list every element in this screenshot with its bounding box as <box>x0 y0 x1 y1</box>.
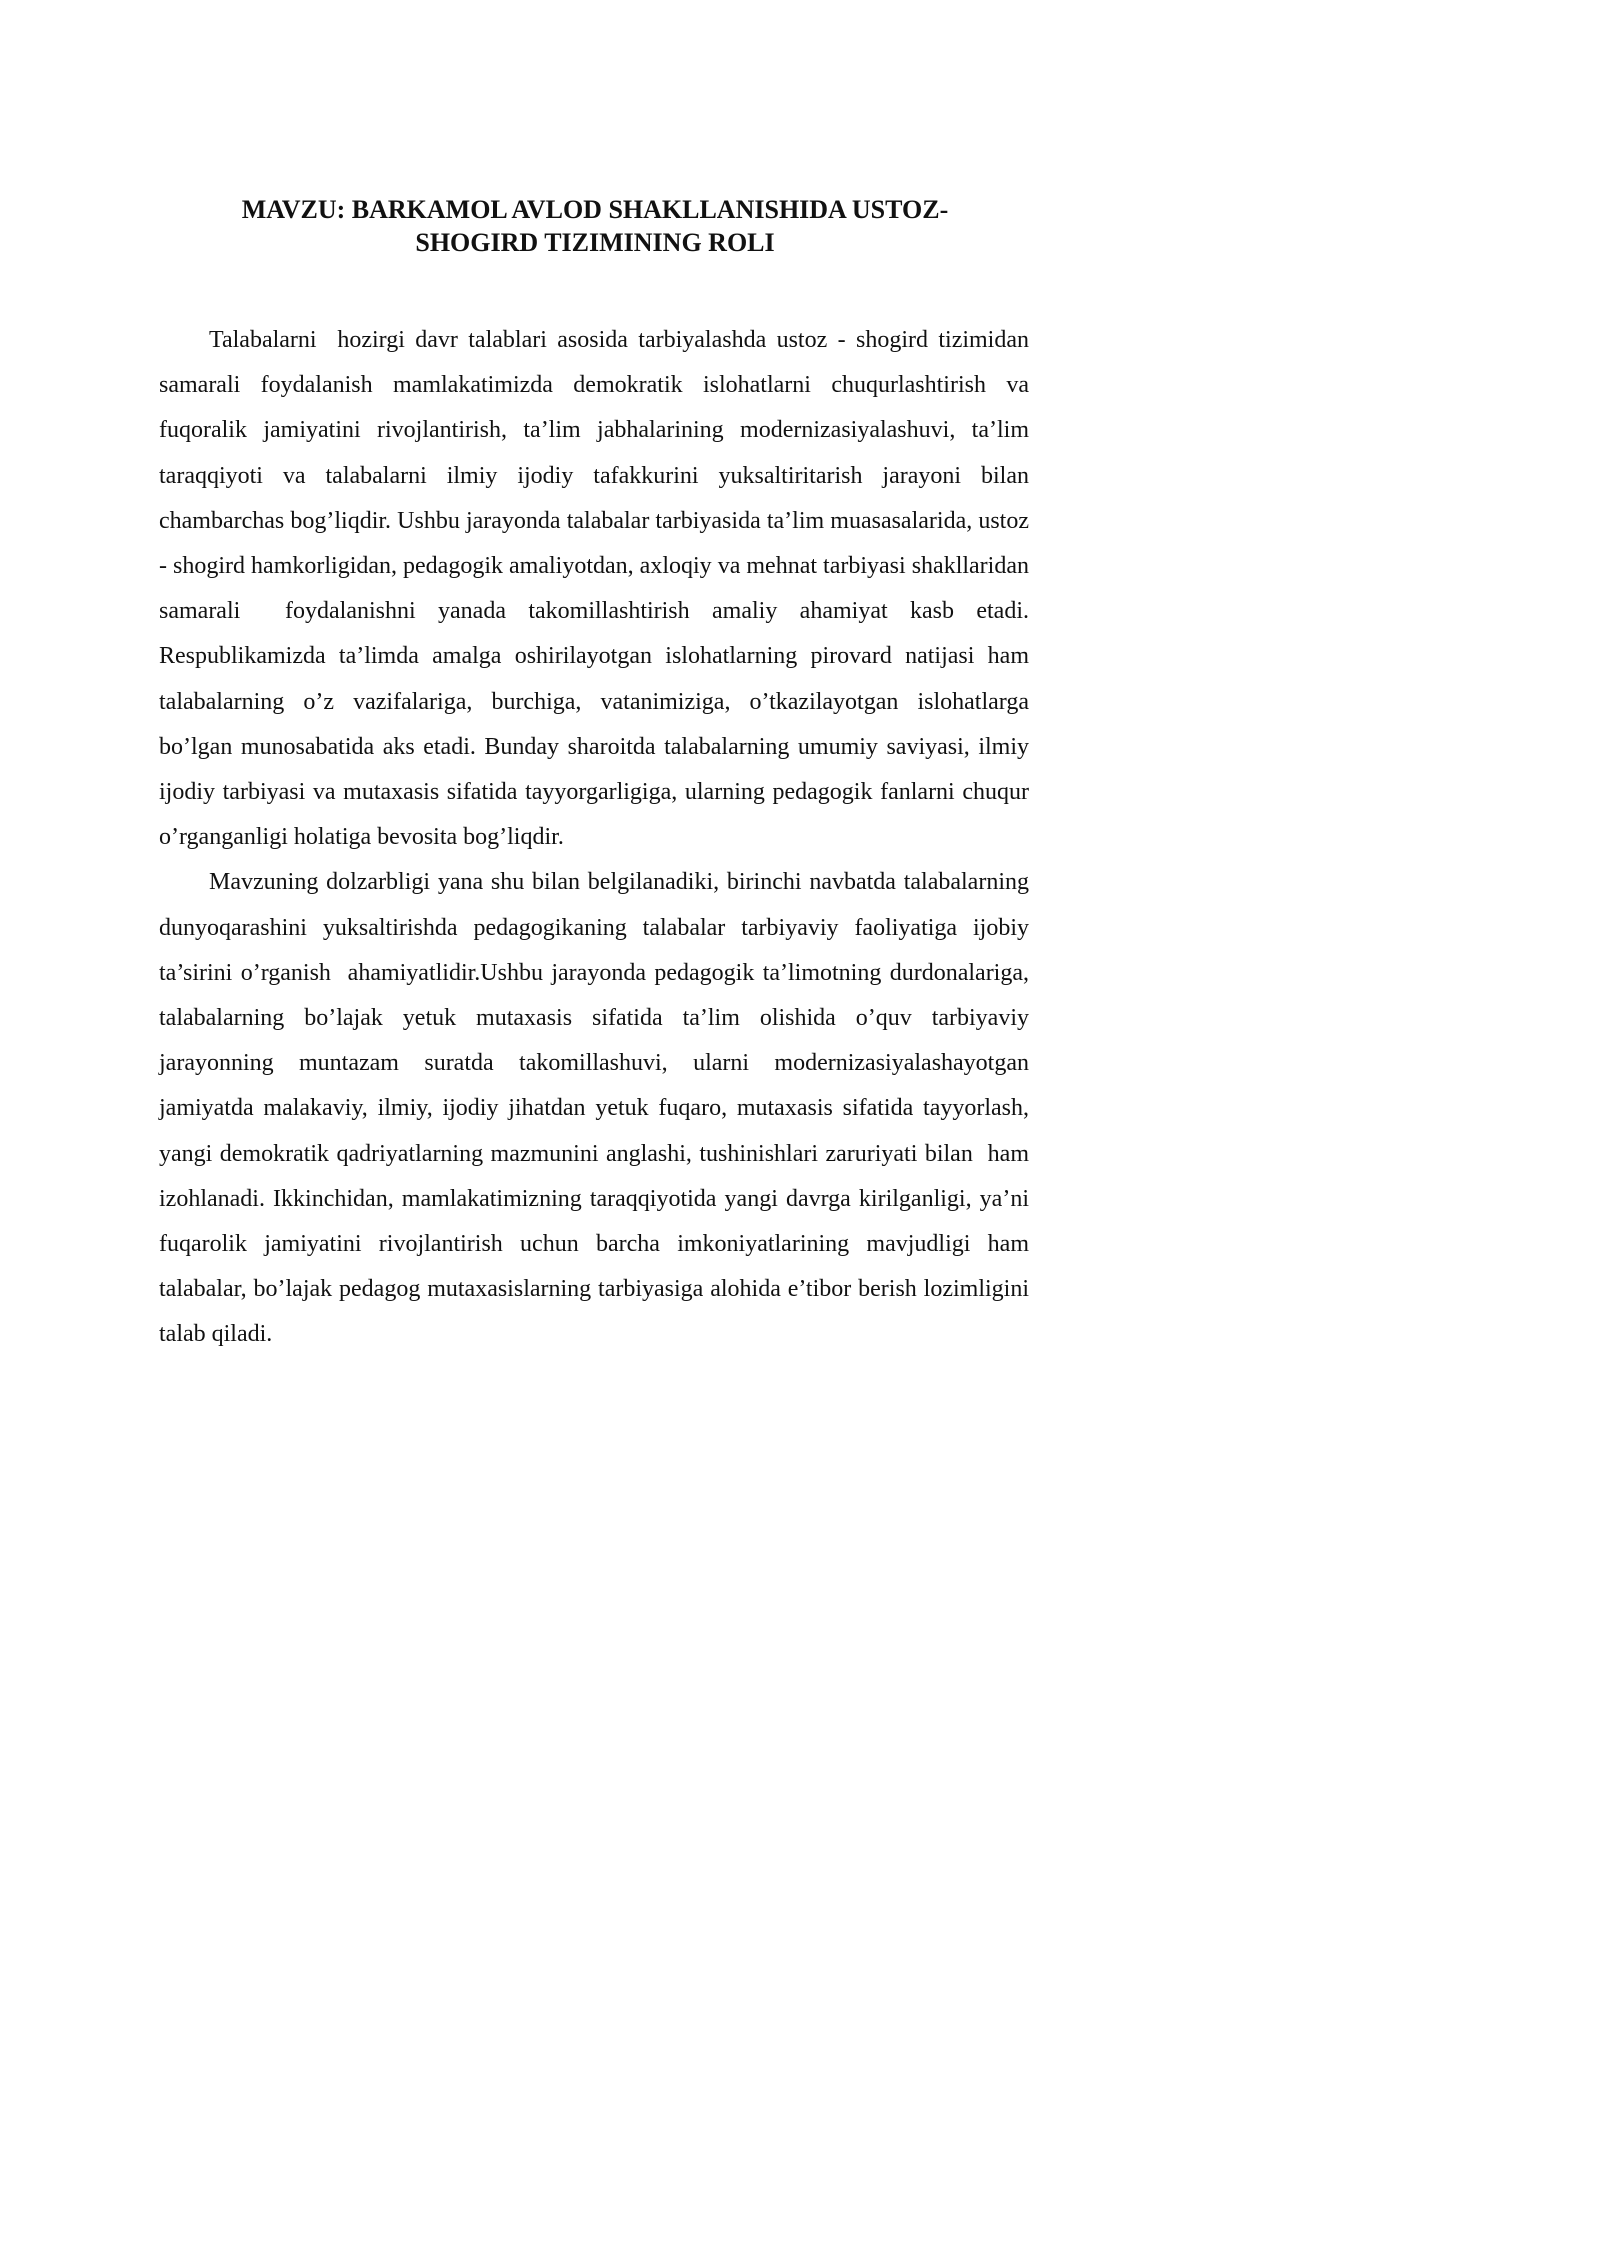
title-line-1: MAVZU: BARKAMOL AVLOD SHAKLLANISHIDA USTOZ- <box>241 195 949 224</box>
paragraph-2: Mavzuning dolzarbligi yana shu bilan belgilanadiki, birinchi navbatda talabalarning dunyoqarashini yuksaltirishda pedagogikaning talabalar tarbiyaviy faoliyatiga ijobiy ta’sirini o’rganish ahamiyatlidir.Ushbu jarayonda pedagogik ta’limotning durdonalariga, talabalarning bo’lajak yetuk mutaxasis sifatida ta’lim olishida o’quv tarbiyaviy jarayonning muntazam suratda takomillashuvi, ularni modernizasiyalashayotgan jamiyatda malakaviy, ilmiy, ijodiy jihatdan yetuk fuqaro, mutaxasis sifatida tayyorlash, yangi demokratik qadriyatlarning mazmunini anglashi, tushinishlari zaruriyati bilan ham izohlanadi. Ikkinchidan, mamlakatimizning taraqqiyotida yangi davrga kirilganligi, ya’ni fuqarolik jamiyatini rivojlantirish uchun barcha imkoniyatlarining mavjudligi ham talabalar, bo’lajak pedagog mutaxasislarning tarbiyasiga alohida e’tibor berish lozimligini talab qiladi. <box>159 869 1035 1348</box>
document-title <box>160 193 1030 259</box>
paragraph-1: Talabalarni hozirgi davr talablari asosida tarbiyalashda ustoz - shogird tizimidan samarali foydalanish mamlakatimizda demokratik islohatlarni chuqurlashtirish va fuqoralik jamiyatini rivojlantirish, ta’lim jabhalarining modernizasiyalashuvi, ta’lim taraqqiyoti va talabalarni ilmiy ijodiy tafakkurini yuksaltiritarish jarayoni bilan chambarchas bog’liqdir. Ushbu jarayonda talabalar tarbiyasida ta’lim muasasalarida, ustoz - shogird hamkorligidan, pedagogik amaliyotdan, axloqiy va mehnat tarbiyasi shakllaridan samarali foydalanishni yanada takomillashtirish amaliy ahamiyat kasb etadi. Respublikamizda ta’limda amalga oshirilayotgan islohatlarning pirovard natijasi ham talabalarning o’z vazifalariga, burchiga, vatanimiziga, o’tkazilayotgan islohatlarga bo’lgan munosabatida aks etadi. Bunday sharoitda talabalarning umumiy saviyasi, ilmiy ijodiy tarbiyasi va mutaxasis sifatida tayyorgarligiga, ularning pedagogik fanlarni chuqur o’rganganligi holatiga bevosita bog’liqdir. <box>159 327 1035 851</box>
document-body <box>159 318 1035 1358</box>
document-page <box>0 0 1111 1571</box>
title-line-2: SHOGIRD TIZIMINING ROLI <box>415 228 775 257</box>
